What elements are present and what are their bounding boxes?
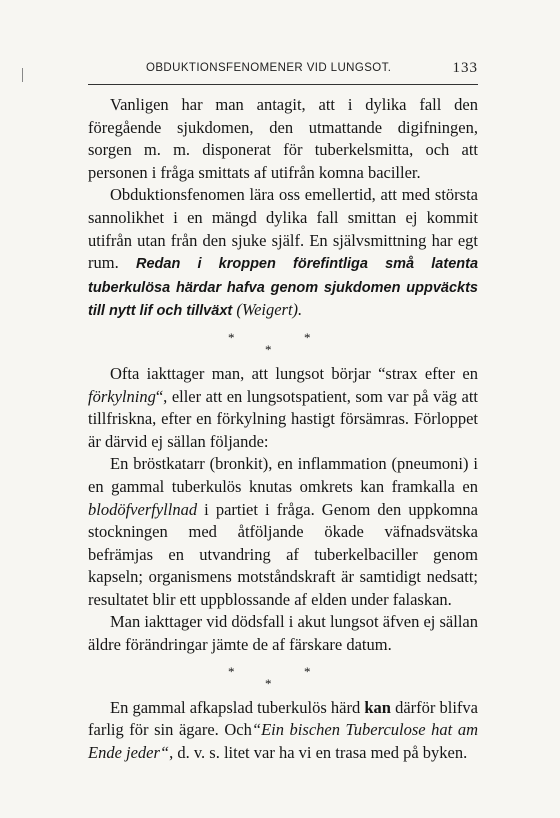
asterisk: * [265, 341, 272, 357]
paragraph-4 [88, 453, 478, 611]
running-head: OBDUKTIONSFENOMENER VID LUNGSOT. [146, 62, 392, 74]
page-header [88, 62, 478, 80]
paragraph-3-emphasis: förkylning [88, 386, 156, 406]
paragraph-6-quote: “Ein bischen Tuberculose hat am Ende jeder“ [88, 720, 479, 762]
paragraph-1: Vanligen har man antagit, att i dylika fall den föregående sjukdomen, den utmattande digifningen, sorgen m. m. disponerat för tuberkelsmitta, och att personen i fråga smittats af utifrån komna baciller. [88, 95, 478, 182]
paragraph-5: Man iakttager vid dödsfall i akut lungsot äfven ej sällan äldre förändringar jämte de af färskare datum. [88, 612, 478, 655]
paragraph-6 [88, 697, 478, 765]
asterisk: * [265, 675, 272, 691]
asterisk: * [304, 663, 311, 679]
page-number: 133 [452, 60, 478, 76]
paragraph-3-text-b: “, eller att en lungsotspatient, som var på väg att tillfriskna, efter en förkylning hastigt försämras. Förloppet är därvid ej sällan följande: [88, 386, 478, 451]
paragraph-4-text-a: En bröstkatarr (bronkit), en inflammation (pneumoni) i en gammal tuberkulös knutas omkrets kan framkalla en [88, 454, 478, 496]
paragraph-4-text-b: i partiet i fråga. Genom den uppkomna stockningen med åtföljande ökade väfnadsvätska befrämjas en utvandring af tuberkelbaciller genom kapseln; organismens motståndskraft är samtidigt nedsatt; resultatet blir ett uppblossande af elden under falaskan. [88, 499, 478, 609]
section-divider-stars [88, 323, 478, 359]
paragraph-6-text-c: , d. v. s. litet var ha vi en trasa med på byken. [169, 742, 468, 762]
asterisk: * [228, 663, 235, 679]
body-text [88, 94, 478, 764]
paragraph-6-text-a: En gammal afkapslad tuberkulös härd [110, 697, 365, 717]
section-divider-stars [88, 657, 478, 693]
asterisk: * [304, 329, 311, 345]
paragraph-2-citation: (Weigert). [236, 300, 303, 320]
paragraph-4-emphasis: blodöfverfyllnad [88, 499, 198, 519]
paragraph-6-emphasis: kan [364, 697, 391, 717]
paragraph-2-emphasis: Redan i kroppen förefintliga små latenta tuberkulösa härdar hafva genom sjukdomen uppväckts till nytt lif och tillväxt [88, 256, 479, 320]
asterisk: * [228, 329, 235, 345]
paragraph-2 [88, 184, 478, 323]
paragraph-6-text-b: därför blifva farlig för sin ägare. Och [88, 697, 478, 740]
header-rule [88, 84, 478, 85]
paragraph-3 [88, 363, 478, 453]
margin-mark [22, 68, 23, 82]
paragraph-3-text-a: Ofta iakttager man, att lungsot börjar “strax efter en [110, 363, 478, 383]
paragraph-2-text: Obduktionsfenomen lära oss emellertid, att med största sannolikhet i en mängd dylika fall smittan ej kommit utifrån utan från den sjuke själf. En självsmittning har egt rum. [88, 185, 478, 273]
